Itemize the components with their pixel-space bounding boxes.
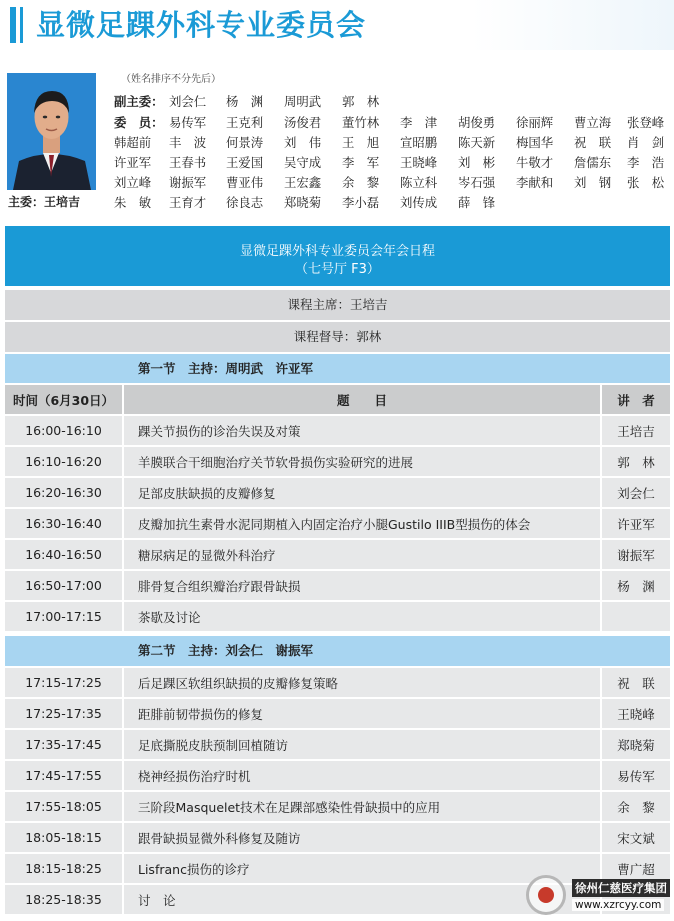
- member-name: 徐丽辉: [516, 115, 554, 130]
- col-topic-header: 题 目: [124, 385, 602, 415]
- session-speaker: 刘会仁: [602, 478, 670, 507]
- session-time: 17:35-17:45: [5, 730, 124, 759]
- watermark-logo-icon: [526, 875, 566, 915]
- session-time: 16:30-16:40: [5, 509, 124, 538]
- schedule-row: [5, 538, 670, 569]
- page-title: 显微足踝外科专业委员会: [36, 8, 367, 42]
- member-name: 刘传成: [400, 195, 438, 210]
- member-name: 王克利: [226, 115, 264, 130]
- session-speaker: 杨 渊: [602, 571, 670, 600]
- vice-chair-name: 郭 林: [342, 94, 380, 109]
- session-time: 18:25-18:35: [5, 885, 124, 914]
- session-speaker: 郑晓菊: [602, 730, 670, 759]
- member-name: 吴守成: [284, 155, 322, 170]
- member-name: 陈立科: [400, 175, 438, 190]
- member-name: 李小磊: [342, 195, 380, 210]
- page-header: [0, 0, 674, 50]
- member-name: 刘 彬: [458, 155, 496, 170]
- col-speaker-header: 讲 者: [602, 385, 670, 415]
- member-name: 李 军: [342, 155, 380, 170]
- schedule-row: [5, 697, 670, 728]
- member-name: 刘立峰: [114, 175, 152, 190]
- vice-chair-row: [114, 92, 674, 109]
- session-topic: 桡神经损伤治疗时机: [124, 761, 602, 790]
- member-name: 张登峰: [627, 115, 665, 130]
- session-time: 17:15-17:25: [5, 668, 124, 697]
- section1-label: 第一节 主持：周明武 许亚军: [138, 361, 314, 376]
- session-speaker: 谢振军: [602, 540, 670, 569]
- course-host: 课程主席：王培吉: [5, 288, 670, 320]
- session-speaker: 王晓峰: [602, 699, 670, 728]
- member-label: 委 员：: [114, 115, 164, 130]
- session-speaker: 祝 联: [602, 668, 670, 697]
- member-name: 李 津: [400, 115, 438, 130]
- member-name: 张 松: [627, 175, 665, 190]
- section2-label: 第二节 主持：刘会仁 谢振军: [138, 643, 314, 658]
- member-name: 李献和: [516, 175, 554, 190]
- session-speaker: 宋文斌: [602, 823, 670, 852]
- session-topic: 讨 论: [124, 885, 602, 914]
- watermark-url: www.xzrcyy.com: [572, 899, 664, 911]
- session-time: 17:25-17:35: [5, 699, 124, 728]
- session-speaker: 许亚军: [602, 509, 670, 538]
- member-name: 祝 联: [574, 135, 612, 150]
- column-header-row: [5, 383, 670, 415]
- vice-chair-name: 杨 渊: [226, 94, 264, 109]
- member-name: 何景涛: [226, 135, 264, 150]
- schedule-row: [5, 666, 670, 697]
- session-speaker: 曹广超: [602, 854, 670, 883]
- schedule-title: [5, 226, 670, 286]
- session-time: 16:10-16:20: [5, 447, 124, 476]
- members-row: [114, 133, 674, 150]
- members-row: [114, 153, 674, 170]
- watermark-name: 徐州仁慈医疗集团: [572, 879, 670, 897]
- members-row: [114, 173, 674, 190]
- member-name: 王爱国: [226, 155, 264, 170]
- schedule-row: [5, 414, 670, 445]
- member-name: 牛敬才: [516, 155, 554, 170]
- session-speaker: 郭 林: [602, 447, 670, 476]
- member-name: 岑石强: [458, 175, 496, 190]
- session-speaker: 王培吉: [602, 416, 670, 445]
- section2-header: [5, 634, 670, 666]
- member-name: 许亚军: [114, 155, 152, 170]
- member-name: 徐良志: [226, 195, 264, 210]
- schedule-row: [5, 569, 670, 600]
- vice-chair-name: 刘会仁: [169, 94, 207, 109]
- session-topic: 距腓前韧带损伤的修复: [124, 699, 602, 728]
- member-name: 胡俊勇: [458, 115, 496, 130]
- member-name: 汤俊君: [284, 115, 322, 130]
- session-time: 16:20-16:30: [5, 478, 124, 507]
- members-row: [114, 113, 674, 130]
- member-name: 王宏鑫: [284, 175, 322, 190]
- session-topic: Lisfranc损伤的诊疗: [124, 854, 602, 883]
- session-topic: 三阶段Masquelet技术在足踝部感染性骨缺损中的应用: [124, 792, 602, 821]
- session-topic: 茶歇及讨论: [124, 602, 602, 631]
- session-time: 16:00-16:10: [5, 416, 124, 445]
- member-name: 王晓峰: [400, 155, 438, 170]
- member-name: 李 浩: [627, 155, 665, 170]
- section1-header: [5, 352, 670, 384]
- course-supervisor: 课程督导：郭林: [5, 320, 670, 352]
- session-time: 17:45-17:55: [5, 761, 124, 790]
- member-name: 曹亚伟: [226, 175, 264, 190]
- chair-label: 主委：王培吉: [8, 195, 81, 209]
- watermark: [514, 871, 674, 921]
- chair-photo: [7, 73, 96, 190]
- order-note: （姓名排序不分先后）: [121, 74, 221, 85]
- session-topic: 踝关节损伤的诊治失误及对策: [124, 416, 602, 445]
- col-time-header: 时间（6月30日）: [5, 385, 124, 415]
- member-name: 梅国华: [516, 135, 554, 150]
- member-name: 董竹林: [342, 115, 380, 130]
- member-name: 朱 敏: [114, 195, 152, 210]
- vice-chair-label: 副主委：: [114, 94, 164, 109]
- header-accent-bar: [10, 7, 16, 43]
- session-time: 16:40-16:50: [5, 540, 124, 569]
- session-speaker: 余 黎: [602, 792, 670, 821]
- session-topic: 跟骨缺损显微外科修复及随访: [124, 823, 602, 852]
- member-name: 郑晓菊: [284, 195, 322, 210]
- member-name: 王 旭: [342, 135, 380, 150]
- member-name: 刘 伟: [284, 135, 322, 150]
- member-name: 宣昭鹏: [400, 135, 438, 150]
- schedule-title-line2: （七号厅 F3）: [295, 262, 380, 277]
- schedule-row: [5, 759, 670, 790]
- schedule-title-line1: 显微足踝外科专业委员会年会日程: [239, 244, 435, 259]
- member-name: 王春书: [169, 155, 207, 170]
- session-topic: 皮瓣加抗生素骨水泥同期植入内固定治疗小腿Gustilo IIIB型损伤的体会: [124, 509, 602, 538]
- session-speaker: 易传军: [602, 761, 670, 790]
- schedule-row: [5, 476, 670, 507]
- schedule-row: [5, 600, 670, 631]
- session-topic: 羊膜联合干细胞治疗关节软骨损伤实验研究的进展: [124, 447, 602, 476]
- session-topic: 后足踝区软组织缺损的皮瓣修复策略: [124, 668, 602, 697]
- member-name: 谢振军: [169, 175, 207, 190]
- members-row: [114, 193, 674, 210]
- session-topic: 足部皮肤缺损的皮瓣修复: [124, 478, 602, 507]
- session-time: 17:55-18:05: [5, 792, 124, 821]
- vice-chair-name: 周明武: [284, 94, 322, 109]
- session-topic: 糖尿病足的显微外科治疗: [124, 540, 602, 569]
- schedule-row: [5, 728, 670, 759]
- member-name: 王育才: [169, 195, 207, 210]
- member-name: 曹立海: [574, 115, 612, 130]
- session-time: 18:05-18:15: [5, 823, 124, 852]
- member-name: 丰 波: [169, 135, 207, 150]
- member-name: 刘 钢: [574, 175, 612, 190]
- schedule-row: [5, 821, 670, 852]
- header-accent-bar-thin: [20, 7, 23, 43]
- schedule-row: [5, 790, 670, 821]
- schedule-row: [5, 445, 670, 476]
- member-name: 易传军: [169, 115, 207, 130]
- session-speaker: [602, 602, 670, 631]
- member-name: 詹儒东: [574, 155, 612, 170]
- member-name: 薛 锋: [458, 195, 496, 210]
- member-name: 肖 剑: [627, 135, 665, 150]
- member-name: 韩超前: [114, 135, 152, 150]
- session-time: 16:50-17:00: [5, 571, 124, 600]
- member-name: 余 黎: [342, 175, 380, 190]
- logo-dot-icon: [538, 887, 554, 903]
- session-time: 17:00-17:15: [5, 602, 124, 631]
- session-time: 18:15-18:25: [5, 854, 124, 883]
- schedule-row: [5, 507, 670, 538]
- member-name: 陈天新: [458, 135, 496, 150]
- session-topic: 腓骨复合组织瓣治疗跟骨缺损: [124, 571, 602, 600]
- session-topic: 足底撕脱皮肤预制回植随访: [124, 730, 602, 759]
